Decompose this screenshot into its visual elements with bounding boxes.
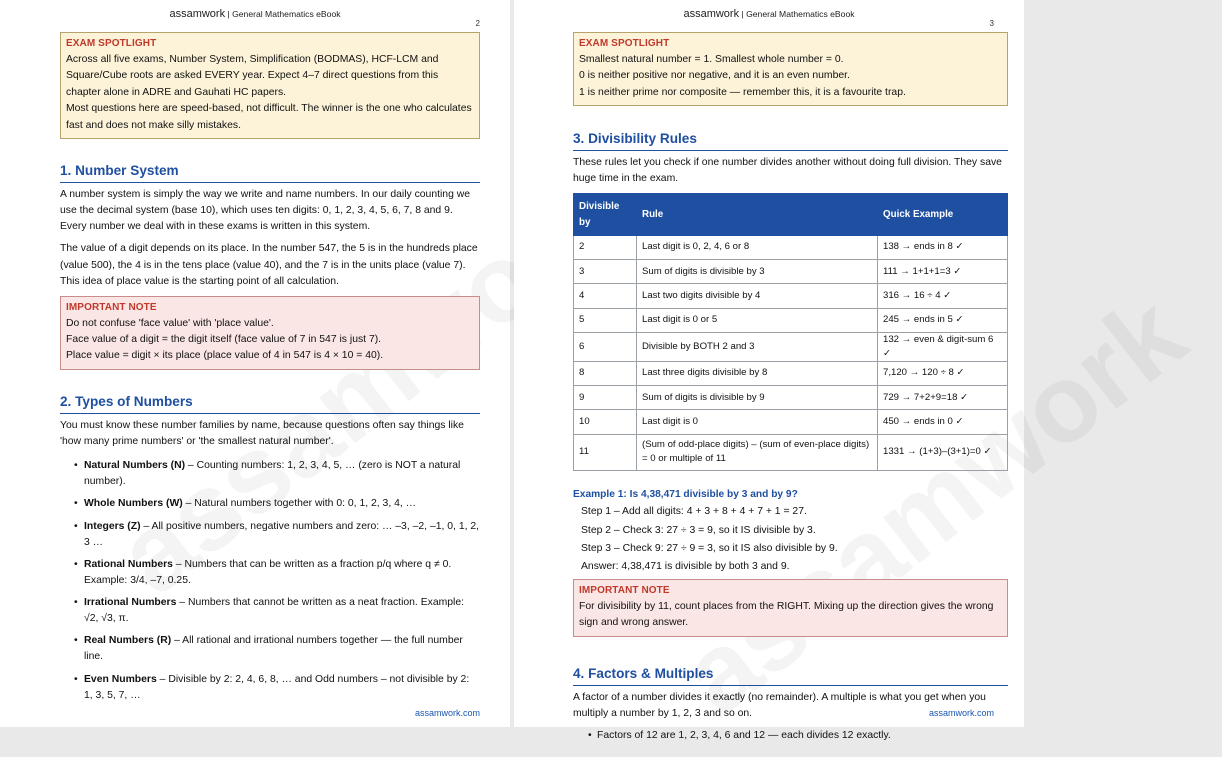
exam-spotlight-text: 1 is neither prime nor composite — remember this, it is a favourite trap. — [579, 86, 906, 98]
table-cell: 729 → 7+2+9=18 ✓ — [878, 386, 1008, 410]
table-cell: 132 → even & digit-sum 6 ✓ — [878, 332, 1008, 361]
list-item — [76, 633, 480, 665]
paragraph: A number system is simply the way we write and name numbers. In our daily counting we use the decimal system (base 10), which uses ten digits: 0, 1, 2, 3, 4, 5, 6, 7, 8 and 9. Every number we deal with in these exams is written in this system. — [60, 189, 471, 233]
page-content — [573, 32, 1008, 744]
table-row — [574, 284, 1008, 308]
table-row — [574, 361, 1008, 385]
table-cell: 8 — [574, 361, 637, 385]
table-cell: Divisible by BOTH 2 and 3 — [637, 332, 878, 361]
exam-spotlight-tag: EXAM SPOTLIGHT — [66, 38, 157, 49]
table-cell: 3 — [574, 260, 637, 284]
exam-spotlight-box — [573, 32, 1008, 106]
note-line: Place value = digit × its place (place value of 4 in 547 is 4 × 10 = 40). — [66, 350, 384, 362]
table-cell: Last digit is 0 or 5 — [637, 308, 878, 332]
exam-spotlight-text: Most questions here are speed-based, not difficult. The winner is the one who calculates fast and does not make silly mistakes. — [66, 103, 472, 131]
table-row — [574, 332, 1008, 361]
table-cell: Last three digits divisible by 8 — [637, 361, 878, 385]
page-right — [514, 0, 1024, 741]
definition: – Divisible by 2: 2, 4, 6, 8, … and Odd numbers – not divisible by 2: 1, 3, 5, 7, … — [84, 673, 470, 701]
list-item — [76, 557, 480, 589]
section-heading-types-of-numbers: 2. Types of Numbers — [60, 391, 480, 414]
footer-link[interactable]: assamwork.com — [414, 708, 480, 719]
table-cell: Last digit is 0, 2, 4, 6 or 8 — [637, 235, 878, 259]
column-header: Rule — [637, 194, 878, 235]
term: Integers (Z) — [84, 520, 141, 532]
paragraph: A factor of a number divides it exactly (no remainder). A multiple is what you get when you multiply a number by 1, 2, 3 and so on. — [573, 691, 986, 719]
table-row — [574, 434, 1008, 470]
example-title: Example 1: Is 4,38,471 divisible by 3 and by 9? — [573, 488, 798, 500]
table-cell: 10 — [574, 410, 637, 434]
table-cell: (Sum of odd-place digits) – (sum of even-place digits) = 0 or multiple of 11 — [637, 434, 878, 470]
paragraph: The value of a digit depends on its place. In the number 547, the 5 is in the hundreds place (value 500), the 4 is in the tens place (value 40), and the 7 is in the units place (value 7). This idea of place value is the starting point of all calculation. — [60, 243, 478, 287]
table-cell: 6 — [574, 332, 637, 361]
term: Even Numbers — [84, 673, 157, 685]
table-row — [574, 308, 1008, 332]
table-cell: 138 → ends in 8 ✓ — [878, 235, 1008, 259]
exam-spotlight-text: Across all five exams, Number System, Simplification (BODMAS), HCF-LCM and Square/Cube roots are asked EVERY year. Expect 4–7 direct questions from this chapter alone in ADRE and Gauhati HC papers. — [66, 53, 439, 98]
term: Natural Numbers (N) — [84, 460, 186, 472]
definition: – All rational and irrational numbers together — the full number line. — [84, 635, 463, 663]
table-row — [574, 235, 1008, 259]
definition: – Counting numbers: 1, 2, 3, 4, 5, … (zero is NOT a natural number). — [84, 460, 461, 488]
column-header: Divisible by — [574, 194, 637, 235]
example-step: Step 2 – Check 3: 27 ÷ 3 = 9, so it IS divisible by 3. — [581, 524, 816, 536]
paragraph: You must know these number families by name, because questions often say things like 'how many prime numbers' or 'the smallest natural number'. — [60, 419, 464, 448]
column-header: Quick Example — [878, 194, 1008, 235]
list-item — [76, 519, 480, 551]
worked-example — [573, 487, 1008, 575]
header-brand: assamwork — [169, 8, 226, 20]
important-note-box — [573, 579, 1008, 637]
exam-spotlight-tag: EXAM SPOTLIGHT — [579, 38, 670, 49]
table-cell: 111 → 1+1+1=3 ✓ — [878, 260, 1008, 284]
header-book-title: General Mathematics eBook — [746, 9, 855, 19]
header-separator: | — [739, 9, 747, 19]
page-header — [514, 6, 1024, 23]
example-step: Step 3 – Check 9: 27 ÷ 9 = 3, so it IS also divisible by 9. — [581, 542, 838, 554]
definition: – Numbers that cannot be written as a neat fraction. Example: √2, √3, π. — [84, 597, 465, 625]
header-brand: assamwork — [683, 8, 740, 20]
exam-spotlight-text: Smallest natural number = 1. Smallest whole number = 0. — [579, 53, 844, 65]
table-cell: 1331 → (1+3)–(3+1)=0 ✓ — [878, 434, 1008, 470]
table-cell: 245 → ends in 5 ✓ — [878, 308, 1008, 332]
header-separator: | — [225, 9, 233, 19]
list-item — [76, 595, 480, 627]
example-step: Step 1 – Add all digits: 4 + 3 + 8 + 4 + 7 + 1 = 27. — [581, 506, 807, 518]
term: Irrational Numbers — [84, 597, 177, 609]
table-cell: 11 — [574, 434, 637, 470]
term: Whole Numbers (W) — [84, 498, 183, 510]
page-number: 2 — [475, 19, 480, 28]
table-cell: Last digit is 0 — [637, 410, 878, 434]
table-cell: Last two digits divisible by 4 — [637, 284, 878, 308]
table-row — [574, 386, 1008, 410]
section-heading-number-system: 1. Number System — [60, 160, 480, 183]
table-cell: 316 → 16 ÷ 4 ✓ — [878, 284, 1008, 308]
term: Real Numbers (R) — [84, 635, 172, 647]
table-cell: 450 → ends in 0 ✓ — [878, 410, 1008, 434]
table-cell: Sum of digits is divisible by 9 — [637, 386, 878, 410]
list-item — [76, 672, 480, 704]
table-header-row — [574, 194, 1008, 235]
number-types-list — [76, 458, 480, 704]
definition: – Natural numbers together with 0: 0, 1, 2, 3, 4, … — [182, 498, 417, 510]
section-heading-factors-multiples: 4. Factors & Multiples — [573, 663, 1008, 686]
note-line: Do not confuse 'face value' with 'place value'. — [66, 317, 274, 329]
page-content — [60, 32, 480, 710]
page-left — [0, 0, 510, 727]
table-row — [574, 410, 1008, 434]
header-book-title: General Mathematics eBook — [232, 9, 341, 19]
note-line: For divisibility by 11, count places from the RIGHT. Mixing up the direction gives the wrong sign and wrong answer. — [579, 600, 994, 629]
table-row — [574, 260, 1008, 284]
footer-link[interactable]: assamwork.com — [928, 708, 994, 719]
table-cell: 9 — [574, 386, 637, 410]
table-cell: 4 — [574, 284, 637, 308]
definition: – All positive numbers, negative numbers and zero: … –3, –2, –1, 0, 1, 2, 3 … — [84, 520, 480, 548]
divisibility-table — [573, 193, 1008, 470]
table-cell: Sum of digits is divisible by 3 — [637, 260, 878, 284]
list-item — [76, 496, 480, 512]
page-header — [0, 6, 510, 23]
important-note-tag: IMPORTANT NOTE — [579, 584, 670, 596]
table-cell: 2 — [574, 235, 637, 259]
definition: – Numbers that can be written as a fraction p/q where q ≠ 0. Example: 3/4, –7, 0.25. — [84, 558, 452, 586]
important-note-box — [60, 296, 480, 370]
term: Rational Numbers — [84, 558, 173, 570]
example-answer: Answer: 4,38,471 is divisible by both 3 and 9. — [581, 560, 790, 572]
note-line: Face value of a digit = the digit itself (face value of 7 in 547 is just 7). — [66, 334, 382, 346]
table-cell: 7,120 → 120 ÷ 8 ✓ — [878, 361, 1008, 385]
example-steps — [581, 504, 1008, 575]
important-note-tag: IMPORTANT NOTE — [66, 301, 157, 313]
table-cell: 5 — [574, 308, 637, 332]
section-heading-divisibility-rules: 3. Divisibility Rules — [573, 128, 1008, 151]
page-number: 3 — [989, 19, 994, 28]
exam-spotlight-box — [60, 32, 480, 139]
paragraph: These rules let you check if one number divides another without doing full division. They save huge time in the exam. — [573, 157, 1002, 185]
list-item — [76, 458, 480, 490]
exam-spotlight-text: 0 is neither positive nor negative, and it is an even number. — [579, 70, 850, 82]
factors-list — [590, 728, 1008, 744]
list-item: • Factors of 12 are 1, 2, 3, 4, 6 and 12 — each divides 12 exactly. — [590, 728, 1008, 744]
